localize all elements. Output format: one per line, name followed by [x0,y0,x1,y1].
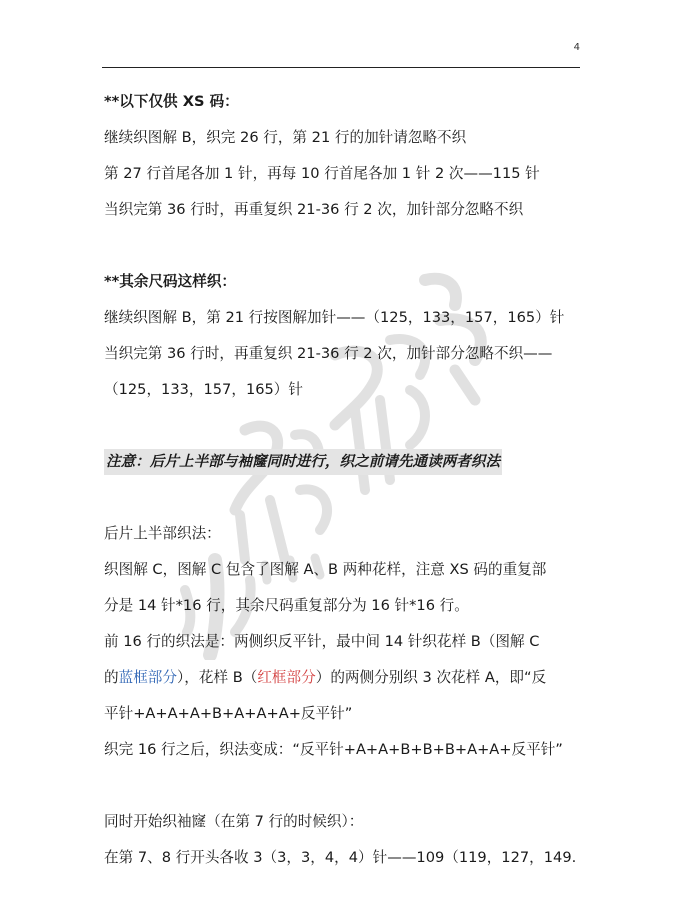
text-fragment: 的 [104,669,119,686]
armhole-line-1: 在第 7、8 行开头各收 3（3，3，4，4）针——109（119，127，149. [104,849,577,866]
upper-back-line-3: 前 16 行的织法是：两侧织反平针，最中间 14 针织花样 B（图解 C [104,633,540,650]
header-rule [102,67,580,68]
upper-back-line-1: 织图解 C，图解 C 包含了图解 A、B 两种花样，注意 XS 码的重复部 [104,561,547,578]
blue-frame-label: 蓝框部分 [118,669,177,686]
spacer [104,408,582,444]
page-number: 4 [573,42,580,53]
xs-heading: **以下仅供 XS 码： [104,93,239,110]
spacer [104,768,582,804]
upper-back-line-2: 分是 14 针*16 行，其余尺码重复部分为 16 针*16 行。 [104,597,469,614]
other-line-1: 继续织图解 B，第 21 行按图解加针——（125，133，157，165）针 [104,309,565,326]
note-highlight: 注意：后片上半部与袖窿同时进行，织之前请先通读两者织法 [104,449,502,475]
other-line-3: （125，133，157，165）针 [104,381,303,398]
other-line-2: 当织完第 36 行时，再重复织 21-36 行 2 次，加针部分忽略不织—— [104,345,553,362]
red-frame-label: 红框部分 [257,669,316,686]
text-fragment: ）的两侧分别织 3 次花样 A，即“反 [315,669,547,686]
upper-back-line-4 [104,660,582,696]
upper-back-line-5: 平针+A+A+A+B+A+A+A+反平针” [104,705,353,722]
armhole-heading: 同时开始织袖窿（在第 7 行的时候织）： [104,813,364,830]
text-fragment: ），花样 B（ [177,669,258,686]
upper-back-heading: 后片上半部织法： [104,525,221,542]
xs-line-3: 当织完第 36 行时，再重复织 21-36 行 2 次，加针部分忽略不织 [104,201,524,218]
spacer [104,480,582,516]
other-sizes-heading: **其余尺码这样织： [104,273,237,290]
spacer [104,228,582,264]
xs-line-1: 继续织图解 B，织完 26 行，第 21 行的加针请忽略不织 [104,129,467,146]
upper-back-line-6: 织完 16 行之后，织法变成：“反平针+A+A+B+B+B+A+A+反平针” [104,741,563,758]
xs-line-2: 第 27 行首尾各加 1 针，再每 10 行首尾各加 1 针 2 次——115 针 [104,165,540,182]
document-body [104,84,582,876]
